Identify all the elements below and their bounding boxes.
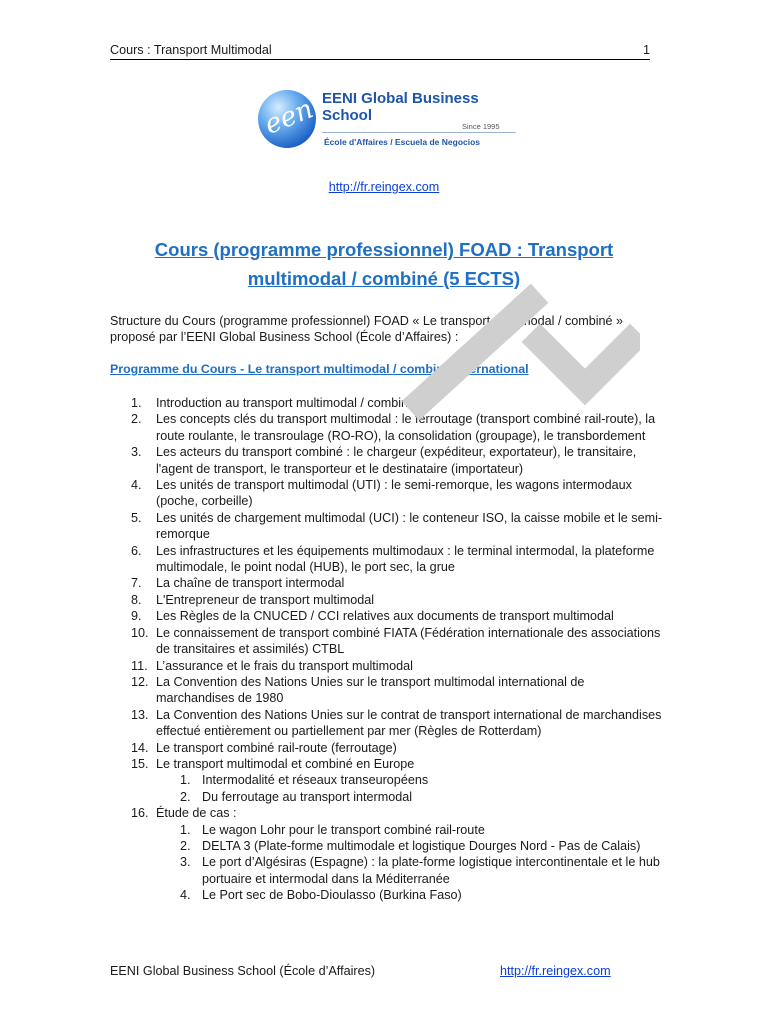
program-item xyxy=(110,477,665,510)
program-subitem-number: 1. xyxy=(180,822,191,837)
program-item-text: Les unités de chargement multimodal (UCI) : le conteneur ISO, la caisse mobile et le semi-remorque xyxy=(156,510,663,542)
program-item-number: 11. xyxy=(131,658,148,673)
program-item-number: 8. xyxy=(131,592,142,607)
logo-subtitle: École d'Affaires / Escuela de Negocios xyxy=(324,137,481,147)
program-item xyxy=(110,658,665,674)
program-item xyxy=(110,411,665,444)
program-subitem-number: 2. xyxy=(180,838,191,853)
page-header xyxy=(110,43,650,60)
program-subitem xyxy=(110,789,665,805)
program-item xyxy=(110,805,665,821)
program-item xyxy=(110,608,665,624)
program-subitem xyxy=(110,822,665,838)
program-item-text: Le connaissement de transport combiné FIATA (Fédération internationale des associations de transitaires et assimilés) CTBL xyxy=(156,625,661,657)
program-item-text: Les concepts clés du transport multimodal : le ferroutage (transport combiné rail-route), la route roulante, le transroulage (RO-RO), la consolidation (groupage), le transbordement xyxy=(156,412,656,443)
program-item-number: 12. xyxy=(131,674,149,689)
program-subitem-text: Le port d’Algésiras (Espagne) : la plate-forme logistique intercontinentale et le hub portuaire et intermodal dans la Méditerranée xyxy=(202,855,660,886)
program-item xyxy=(110,707,665,740)
program-item-number: 13. xyxy=(131,707,149,722)
header-page-number: 1 xyxy=(642,43,650,57)
program-subitem-text: Du ferroutage au transport intermodal xyxy=(202,789,413,804)
program-item-number: 15. xyxy=(131,756,149,771)
program-item-text: Étude de cas : xyxy=(156,806,237,821)
program-item xyxy=(110,575,665,591)
program-item-text: La chaîne de transport intermodal xyxy=(156,576,345,591)
program-item-text: L’assurance et le frais du transport multimodal xyxy=(156,658,413,673)
program-item xyxy=(110,674,665,707)
program-subitem-number: 1. xyxy=(180,773,191,788)
program-item-number: 7. xyxy=(131,576,142,591)
globe-icon xyxy=(258,90,326,148)
program-item-text: La Convention des Nations Unies sur le transport multimodal international de marchandises de 1980 xyxy=(156,674,585,706)
logo-divider xyxy=(322,132,516,133)
program-item-number: 9. xyxy=(131,609,142,624)
program-item-text: Le transport combiné rail-route (ferroutage) xyxy=(156,740,397,755)
program-item xyxy=(110,395,665,411)
program-item-number: 14. xyxy=(131,740,149,755)
program-link[interactable]: Programme du Cours - Le transport multimodal / combiné international xyxy=(110,362,529,376)
program-item-number: 10. xyxy=(131,625,149,640)
logo-name: EENI Global Business School xyxy=(322,90,479,124)
program-subitem-number: 4. xyxy=(180,888,191,903)
site-link[interactable]: http://fr.reingex.com xyxy=(328,180,440,194)
school-logo xyxy=(258,84,520,156)
program-item-text: Les Règles de la CNUCED / CCI relatives aux documents de transport multimodal xyxy=(156,609,614,624)
program-subitem-text: DELTA 3 (Plate-forme multimodale et logistique Dourges Nord - Pas de Calais) xyxy=(202,838,641,853)
program-item-number: 3. xyxy=(131,445,142,460)
program-item-text: Le transport multimodal et combiné en Europe xyxy=(156,756,415,771)
program-item-number: 1. xyxy=(131,396,142,410)
program-subitem-text: Intermodalité et réseaux transeuropéens xyxy=(202,773,429,788)
program-item xyxy=(110,756,665,772)
program-item xyxy=(110,740,665,756)
document-title: Cours (programme professionnel) FOAD : Transport multimodal / combiné (5 ECTS) xyxy=(154,239,614,289)
program-item xyxy=(110,592,665,608)
program-item xyxy=(110,625,665,658)
logo-orb-text: eeni xyxy=(260,90,326,141)
header-title: Cours : Transport Multimodal xyxy=(110,43,272,57)
program-subitem-number: 2. xyxy=(180,789,191,804)
logo-since: Since 1995 xyxy=(462,122,500,131)
program-item-text: Introduction au transport multimodal / combiné xyxy=(156,396,416,410)
program-item-number: 6. xyxy=(131,543,142,558)
program-item-text: Les unités de transport multimodal (UTI) : le semi-remorque, les wagons intermodaux (poche, corbeille) xyxy=(156,478,632,509)
program-item-number: 16. xyxy=(131,806,149,821)
program-item-number: 4. xyxy=(131,478,142,493)
program-item xyxy=(110,543,665,576)
program-subitem-text: Le wagon Lohr pour le transport combiné rail-route xyxy=(202,822,485,837)
program-item-text: La Convention des Nations Unies sur le contrat de transport international de marchandises effectué entièrement ou partiellement par mer (Règles de Rotterdam) xyxy=(156,707,662,739)
program-subitem-number: 3. xyxy=(180,855,191,870)
footer-link[interactable]: http://fr.reingex.com xyxy=(500,964,611,978)
program-item-number: 2. xyxy=(131,412,142,427)
intro-paragraph: Structure du Cours (programme professionnel) FOAD « Le transport multimodal / combiné » proposé par l’EENI Global Business School (École d’Affaires) : xyxy=(110,314,624,345)
program-subitem xyxy=(110,854,665,887)
program-item-text: Les acteurs du transport combiné : le chargeur (expéditeur, exportateur), le transitaire, l'agent de transport, le transporteur et le destinataire (importateur) xyxy=(156,445,637,476)
program-subitem xyxy=(110,887,665,903)
program-list xyxy=(110,395,665,904)
program-subitem-text: Le Port sec de Bobo-Dioulasso (Burkina Faso) xyxy=(202,888,462,903)
program-item-text: L'Entrepreneur de transport multimodal xyxy=(156,592,375,607)
footer-text: EENI Global Business School (École d’Affaires) xyxy=(110,964,376,978)
program-item xyxy=(110,444,665,477)
program-subitem xyxy=(110,772,665,788)
program-item xyxy=(110,510,665,543)
program-item-number: 5. xyxy=(131,510,142,525)
program-subitem xyxy=(110,838,665,854)
program-item-text: Les infrastructures et les équipements multimodaux : le terminal intermodal, la plateforme multimodale, le point nodal (HUB), le port sec, la grue xyxy=(156,543,655,575)
page-footer xyxy=(110,964,630,980)
